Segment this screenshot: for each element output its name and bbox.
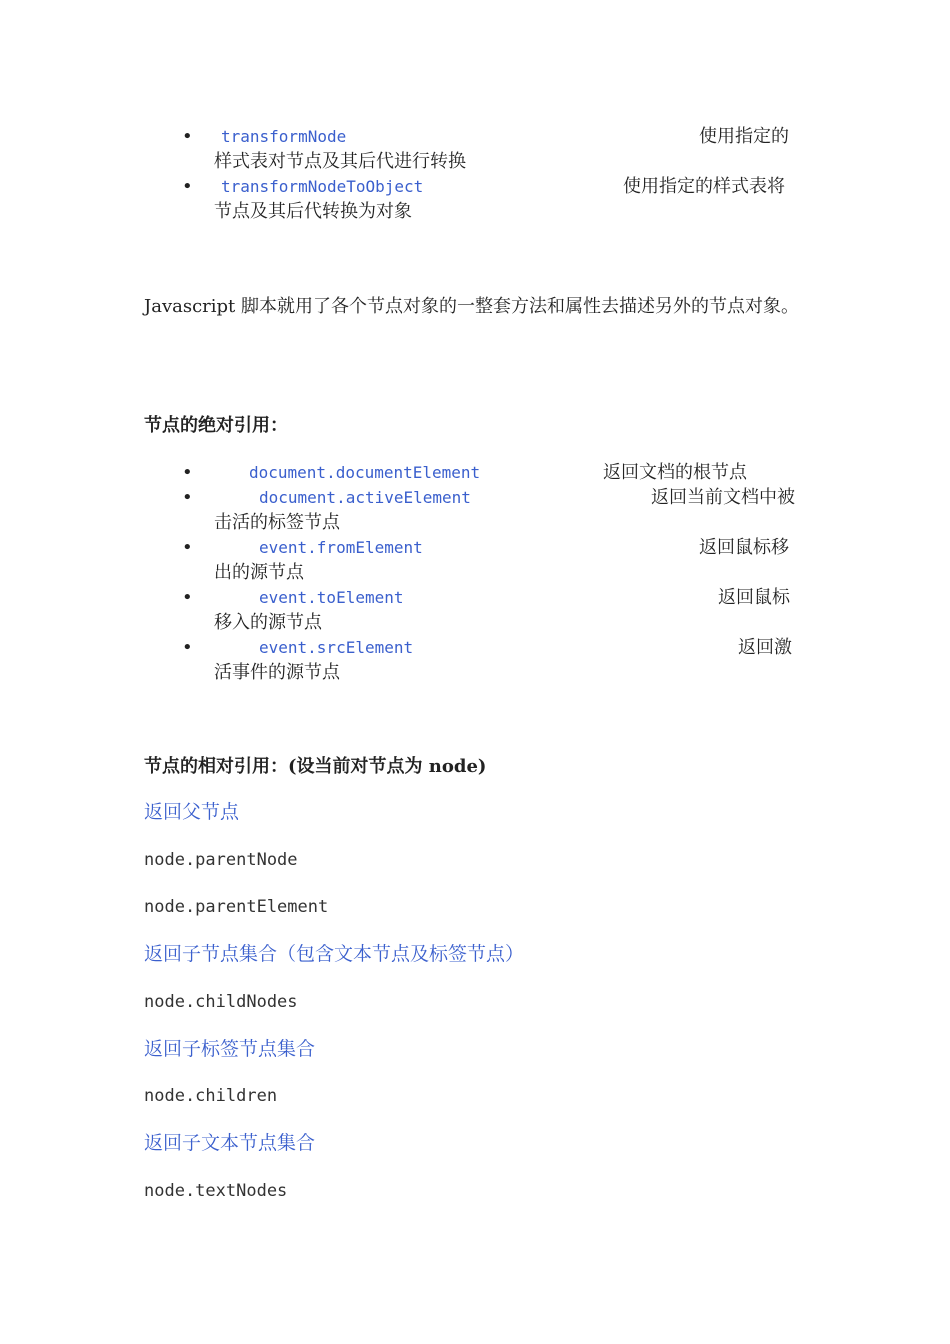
code-line: node.children [144, 1086, 278, 1106]
bullet-icon: • [182, 462, 193, 483]
intro-paragraph: Javascript 脚本就用了各个节点对象的一整套方法和属性去描述另外的节点对象。 [144, 296, 800, 317]
property-description-continued: 出的源节点 [214, 562, 304, 583]
code-line: node.childNodes [144, 992, 298, 1012]
property-name: document.activeElement [259, 488, 471, 507]
method-description: 使用指定的 [699, 126, 789, 147]
code-line: node.parentNode [144, 850, 298, 870]
bullet-icon: • [182, 537, 193, 558]
method-description-continued: 节点及其后代转换为对象 [214, 201, 412, 222]
list-item [0, 174, 950, 224]
section-title-text-nodes: 返回子文本节点集合 [144, 1132, 316, 1154]
list-item [0, 535, 950, 585]
bullet-icon: • [182, 176, 193, 197]
method-name: transformNode [221, 127, 347, 146]
method-description-continued: 样式表对节点及其后代进行转换 [214, 151, 466, 172]
code-line: node.parentElement [144, 897, 329, 917]
property-description-continued: 移入的源节点 [214, 612, 322, 633]
property-description: 返回当前文档中被 [651, 487, 795, 508]
bullet-icon: • [182, 126, 193, 147]
absolute-reference-list [0, 460, 950, 685]
relative-reference-heading: 节点的相对引用：(设当前对节点为 node) [144, 756, 487, 777]
property-name: event.srcElement [259, 638, 414, 657]
section-title-parent: 返回父节点 [144, 801, 240, 823]
list-item [0, 485, 950, 535]
absolute-reference-heading: 节点的绝对引用： [144, 415, 288, 436]
bullet-icon: • [182, 587, 193, 608]
property-description-continued: 击活的标签节点 [214, 512, 340, 533]
list-item [0, 585, 950, 635]
section-title-child-nodes: 返回子节点集合（包含文本节点及标签节点） [144, 943, 525, 965]
method-description: 使用指定的样式表将 [623, 176, 785, 197]
property-name: document.documentElement [249, 463, 481, 482]
property-name: event.fromElement [259, 538, 423, 557]
property-description: 返回鼠标移 [699, 537, 789, 558]
property-description: 返回激 [738, 637, 792, 658]
method-name: transformNodeToObject [221, 177, 424, 196]
list-item [0, 124, 950, 174]
list-item [0, 460, 950, 485]
property-description: 返回鼠标 [718, 587, 790, 608]
property-description-continued: 活事件的源节点 [214, 662, 340, 683]
bullet-icon: • [182, 637, 193, 658]
bullet-icon: • [182, 487, 193, 508]
code-line: node.textNodes [144, 1181, 288, 1201]
list-item [0, 635, 950, 685]
property-name: event.toElement [259, 588, 404, 607]
transform-method-list [0, 124, 950, 224]
section-title-children: 返回子标签节点集合 [144, 1038, 316, 1060]
property-description: 返回文档的根节点 [603, 462, 747, 483]
